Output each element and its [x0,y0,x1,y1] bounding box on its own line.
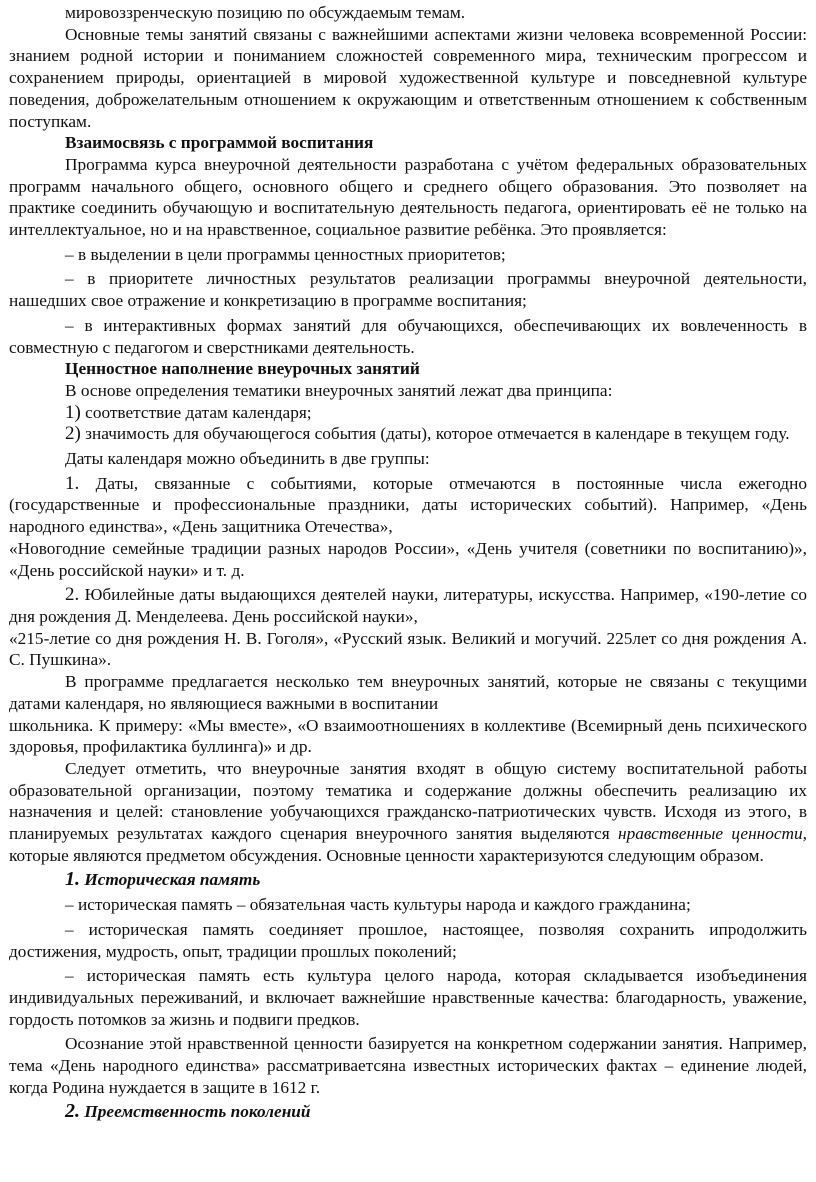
heading-program-link: Взаимосвязь с программой воспитания [65,133,374,153]
paragraph-date-groups: Даты календаря можно объединить в две группы: [65,449,430,469]
paragraph-principles: В основе определения тематики внеурочных занятий лежат два принципа: [65,380,613,400]
section-heading-historical-memory [9,869,807,891]
bullet-personal-results: – в приоритете личностных результатов реализации программы внеурочной деятельности, нашедших свое отражение и конкретизацию в программе воспитания; [9,269,807,311]
list-number: 1. [65,472,80,494]
list-number: 1) [65,401,81,423]
list-item-principle-2 [9,423,807,445]
list-number: 2) [65,423,81,445]
heading-values: Ценностное наполнение внеурочных занятий [65,359,420,379]
bullet-priorities: – в выделении в цели программы ценностных приоритетов; [65,244,506,264]
group-2-paragraph [9,584,807,627]
paragraph-intro-end: мировоззренческую позицию по обсуждаемым темам. [65,3,466,22]
list-number: 2. [65,584,80,606]
section-number: 1. [65,868,80,891]
list-item-text: соответствие датам календаря; [80,402,312,422]
paragraph-program: Программа курса внеурочной деятельности разработана с учётом федеральных образовательных программ начального общего, основного общего и среднего общего образования. Это позволяет на практике соединить обучающую и воспитательную деятельность педагога, ориентировать её не только на интеллектуальное, но и на нравственное, социальное развитие ребёнка. Это проявляется: [9,154,807,240]
section-heading-generations [9,1101,807,1123]
paragraph-other-topics: В программе предлагается несколько тем внеурочных занятий, которые не связаны с текущими датами календаря, но являющиеся важными в воспитании [9,672,807,713]
group-2-continuation: «215-летие со дня рождения Н. В. Гоголя», «Русский язык. Великий и могучий. 225лет со дня рождения А. С. Пушкина». [9,628,807,670]
paragraph-moral-values [9,758,807,867]
section-title: Преемственность поколений [80,1102,311,1122]
list-item-principle-1 [9,402,807,424]
text-segment: , которые являются предметом обсуждения. Основные ценности характеризуются следующим образом. [9,824,807,865]
bullet-memory-1: – историческая память – обязательная часть культуры народа и каждого гражданина; [65,895,691,915]
paragraph-main-topics: Основные темы занятий связаны с важнейшими аспектами жизни человека всовременной России: знанием родной истории и пониманием сложностей современного мира, техническим прогрессом и сохранением природы, ориентацией в мировой художественной культуре и повседневной культуре поведения, доброжелательным отношением к окружающим и ответственным отношением к собственным поступкам. [9,24,807,131]
text-segment: Следует отметить, что внеурочные занятия входят в общую систему воспитательной работы образовательной организации, поэтому тематика и содержание должны обеспечить реализацию их назначения и целей: становление уобучающихся гражданско-патриотических чувств. Исходя из этого, в планируемых результатах каждого сценария внеурочного занятия выделяются [9,758,807,844]
list-item-text: Юбилейные даты выдающихся деятелей науки, литературы, искусства. Например, «190-летие со дня рождения Д. Менделеева. День российской науки», [9,585,807,626]
section-number: 2. [65,1100,80,1123]
group-1-continuation: «Новогодние семейные традиции разных народов России», «День учителя (советники по воспитанию)», «День российской науки» и т. д. [9,538,807,580]
bullet-memory-3: – историческая память есть культура целого народа, которая складывается изобъединения индивидуальных переживаний, и включает важнейшие нравственные качества: благодарность, уважение, гордость потомков за жизнь и подвиги предков. [9,966,807,1029]
list-item-text: значимость для обучающегося события (даты), которое отмечается в календаре в текущем году. [80,424,790,444]
group-1-paragraph [9,473,807,538]
bullet-memory-2: – историческая память соединяет прошлое, настоящее, позволяя сохранить ипродолжить достижения, мудрость, опыт, традиции прошлых поколений; [9,919,807,961]
paragraph-unity-example: Осознание этой нравственной ценности базируется на конкретном содержании занятия. Например, тема «День народного единства» рассматриваетсяна известных исторических фактах – единение людей, когда Родина нуждается в защите в 1612 г. [9,1034,807,1097]
list-item-text: Даты, связанные с событиями, которые отмечаются в постоянные числа ежегодно (государственные и профессиональные праздники, даты исторических событий). Например, «День народного единства», «День защитника Отечества», [9,473,807,537]
paragraph-other-topics-continuation: школьника. К примеру: «Мы вместе», «О взаимоотношениях в коллективе (Всемирный день психического здоровья, профилактика буллинга)» и др. [9,715,807,757]
section-title: Историческая память [80,870,261,890]
bullet-interactive-forms: – в интерактивных формах занятий для обучающихся, обеспечивающих их вовлеченность в совместную с педагогом и сверстниками деятельность. [9,315,807,357]
emphasis-text: нравственные ценности [618,824,803,844]
